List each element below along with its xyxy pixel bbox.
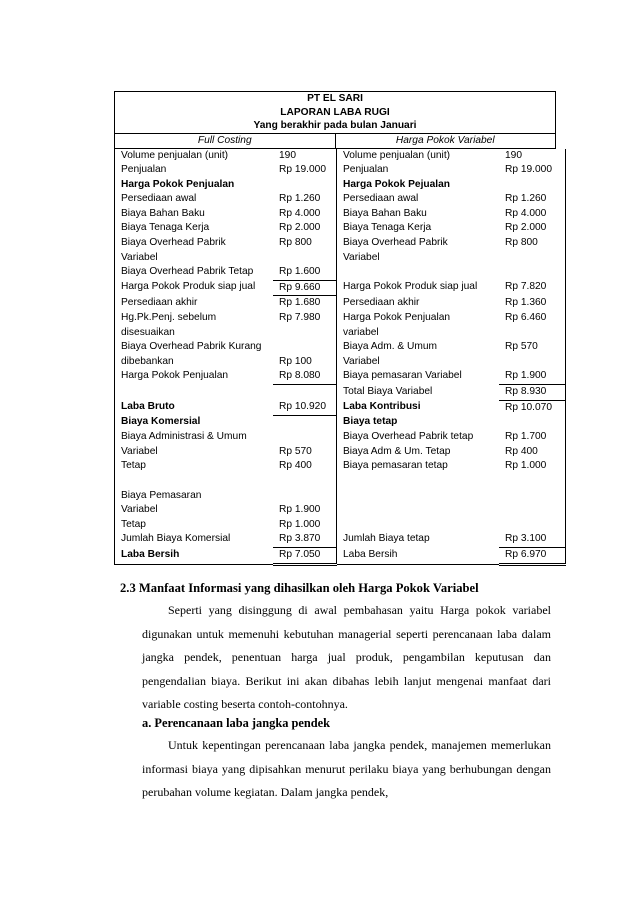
label-full: Hg.Pk.Penj. sebelum bbox=[121, 312, 217, 324]
value-variable: Rp 4.000 bbox=[505, 207, 547, 219]
column-headers bbox=[114, 133, 556, 149]
label-variable bbox=[337, 474, 500, 489]
value-full: Rp 1.600 bbox=[273, 265, 337, 280]
table-row bbox=[115, 489, 566, 504]
label-variable bbox=[337, 489, 500, 504]
label-full: Variabel bbox=[121, 504, 158, 516]
table-row bbox=[115, 415, 566, 430]
label-variable: Persediaan akhir bbox=[337, 296, 500, 311]
company-name: PT EL SARI bbox=[307, 93, 363, 104]
table-row bbox=[115, 459, 566, 474]
label-variable bbox=[337, 518, 500, 533]
label-variable: Biaya Tenaga Kerja bbox=[337, 221, 500, 236]
table-row bbox=[115, 265, 566, 280]
table-row bbox=[115, 355, 566, 370]
value-full: Rp 9.660 bbox=[273, 280, 337, 296]
value-variable: Rp 1.900 bbox=[499, 369, 566, 384]
income-table bbox=[114, 149, 566, 566]
label-full: Laba Bersih bbox=[121, 548, 180, 560]
value-full: Rp 1.000 bbox=[279, 518, 321, 530]
report-header bbox=[114, 91, 556, 133]
label-variable: Laba Bersih bbox=[337, 548, 500, 565]
label-variable: Variabel bbox=[337, 355, 500, 370]
table-row bbox=[115, 326, 566, 341]
label-variable bbox=[337, 265, 500, 280]
income-statement bbox=[114, 91, 556, 566]
label-variable: Penjualan bbox=[337, 163, 500, 178]
label-variable: Jumlah Biaya tetap bbox=[337, 532, 500, 547]
table-row bbox=[115, 207, 566, 222]
value-variable: Rp 7.820 bbox=[505, 281, 547, 293]
label-full: dibebankan bbox=[121, 355, 174, 367]
value-variable bbox=[499, 355, 566, 370]
table-row bbox=[115, 149, 566, 164]
value-variable: Rp 400 bbox=[505, 445, 538, 457]
table-row bbox=[115, 178, 566, 193]
table-row bbox=[115, 236, 566, 251]
value-variable: Rp 6.460 bbox=[505, 312, 547, 324]
value-variable: Rp 10.070 bbox=[505, 401, 553, 413]
table-row bbox=[115, 548, 566, 565]
table-row bbox=[115, 296, 566, 311]
table-row bbox=[115, 400, 566, 415]
table-row bbox=[115, 445, 566, 460]
value-variable: Rp 570 bbox=[505, 341, 538, 353]
table-row bbox=[115, 369, 566, 384]
value-variable bbox=[499, 178, 566, 193]
value-full: Rp 570 bbox=[279, 445, 312, 457]
table-row bbox=[115, 221, 566, 236]
value-full: Rp 1.680 bbox=[279, 297, 321, 309]
label-full: Biaya Bahan Baku bbox=[121, 207, 205, 219]
value-variable: 190 bbox=[505, 149, 522, 161]
value-variable: Rp 1.360 bbox=[505, 296, 547, 308]
value-full bbox=[273, 385, 337, 401]
table-row bbox=[115, 280, 566, 296]
value-full bbox=[273, 474, 337, 489]
value-full: Rp 2.000 bbox=[279, 222, 321, 234]
label-full: Persediaan awal bbox=[121, 193, 197, 205]
table-row bbox=[115, 385, 566, 401]
label-variable: variabel bbox=[337, 326, 500, 341]
value-full: Rp 3.870 bbox=[273, 532, 337, 547]
value-variable: Rp 19.000 bbox=[505, 164, 553, 176]
table-row bbox=[115, 503, 566, 518]
label-full: Harga Pokok Penjualan bbox=[121, 370, 229, 382]
value-variable bbox=[499, 503, 566, 518]
label-variable: Harga Pokok Produk siap jual bbox=[337, 280, 500, 296]
label-full: Biaya Overhead Pabrik bbox=[121, 237, 226, 249]
value-full: Rp 10.920 bbox=[273, 400, 337, 415]
value-variable bbox=[499, 474, 566, 489]
label-variable: Biaya Bahan Baku bbox=[337, 207, 500, 222]
label-variable: Persediaan awal bbox=[337, 192, 500, 207]
value-full bbox=[273, 178, 337, 193]
label-variable: Volume penjualan (unit) bbox=[337, 149, 500, 164]
section-heading: 2.3 Manfaat Informasi yang dihasilkan oleh Harga Pokok Variabel bbox=[120, 581, 479, 595]
label-variable: Harga Pokok Penjualan bbox=[337, 311, 500, 326]
table-row bbox=[115, 474, 566, 489]
label-full: Variabel bbox=[121, 445, 158, 457]
report-period: Yang berakhir pada bulan Januari bbox=[253, 120, 417, 131]
table-row bbox=[115, 340, 566, 355]
label-full: Biaya Overhead Pabrik Tetap bbox=[121, 266, 254, 278]
label-variable: Biaya Adm. & Umum bbox=[337, 340, 500, 355]
value-full bbox=[273, 415, 337, 430]
table-row bbox=[115, 430, 566, 445]
label-full: Penjualan bbox=[121, 164, 167, 176]
label-variable: Biaya Overhead Pabrik bbox=[337, 236, 500, 251]
value-variable bbox=[499, 265, 566, 280]
value-full: 190 bbox=[279, 149, 296, 161]
label-full: Harga Pokok Produk siap jual bbox=[121, 281, 256, 293]
label-full: Laba Bruto bbox=[121, 401, 175, 413]
table-row bbox=[115, 192, 566, 207]
value-full: Rp 800 bbox=[279, 237, 312, 249]
label-full: Volume penjualan (unit) bbox=[121, 149, 229, 161]
table-row bbox=[115, 163, 566, 178]
label-full: Jumlah Biaya Komersial bbox=[121, 533, 231, 545]
label-full: Variabel bbox=[121, 251, 158, 263]
label-full bbox=[115, 385, 274, 401]
value-variable bbox=[499, 518, 566, 533]
label-full bbox=[115, 474, 274, 489]
label-full: Biaya Komersial bbox=[121, 416, 201, 428]
label-full: Biaya Pemasaran bbox=[121, 489, 202, 501]
value-full: Rp 4.000 bbox=[279, 207, 321, 219]
value-variable: Rp 6.970 bbox=[499, 548, 566, 565]
label-full: Biaya Administrasi & Umum bbox=[121, 431, 247, 443]
value-variable bbox=[499, 326, 566, 341]
label-variable: Biaya pemasaran tetap bbox=[337, 459, 500, 474]
value-variable: Rp 800 bbox=[505, 237, 538, 249]
value-full bbox=[273, 340, 337, 355]
value-full: Rp 1.260 bbox=[279, 193, 321, 205]
table-row bbox=[115, 311, 566, 326]
value-full bbox=[273, 489, 337, 504]
label-variable bbox=[337, 503, 500, 518]
label-variable: Biaya Overhead Pabrik tetap bbox=[337, 430, 500, 445]
label-full: Tetap bbox=[121, 518, 146, 530]
value-variable: Rp 1.700 bbox=[505, 431, 547, 443]
table-row bbox=[115, 532, 566, 547]
label-variable: Biaya tetap bbox=[337, 415, 500, 430]
value-variable: Rp 1.000 bbox=[505, 460, 547, 472]
value-full: Rp 400 bbox=[279, 460, 312, 472]
value-full bbox=[273, 251, 337, 266]
label-variable: Variabel bbox=[337, 251, 500, 266]
value-variable: Rp 3.100 bbox=[499, 532, 566, 547]
label-full: Persediaan akhir bbox=[121, 296, 198, 308]
table-row bbox=[115, 251, 566, 266]
value-full: Rp 8.080 bbox=[273, 369, 337, 384]
value-full bbox=[273, 430, 337, 445]
table-row bbox=[115, 518, 566, 533]
label-full: Biaya Tenaga Kerja bbox=[121, 222, 210, 234]
value-variable bbox=[499, 489, 566, 504]
value-variable: Rp 8.930 bbox=[499, 385, 566, 401]
label-full: Harga Pokok Penjualan bbox=[121, 178, 235, 190]
value-variable bbox=[499, 251, 566, 266]
col-full-costing: Full Costing bbox=[197, 134, 252, 146]
label-variable: Biaya Adm & Um. Tetap bbox=[337, 445, 500, 460]
value-full: Rp 100 bbox=[279, 355, 312, 367]
section-paragraph-2: Untuk kepentingan perencanaan laba jangka pendek, manajemen memerlukan informasi biaya yang dipisahkan menurut perilaku biaya yang berhubungan dengan perubahan volume kegiatan. Dalam jangka pendek, bbox=[142, 738, 551, 799]
label-variable: Biaya pemasaran Variabel bbox=[337, 369, 500, 384]
value-full: Rp 7.050 bbox=[273, 548, 337, 565]
value-variable: Rp 1.260 bbox=[505, 193, 547, 205]
label-variable: Total Biaya Variabel bbox=[337, 385, 500, 401]
value-variable: Rp 2.000 bbox=[505, 222, 547, 234]
section-paragraph-1: Seperti yang disinggung di awal pembahasan yaitu Harga pokok variabel digunakan untuk memenuhi kebutuhan managerial seperti perencanaan laba dalam jangka pendek, penentuan harga jual produk, pengambilan keputusan dan pengendalian biaya. Berikut ini akan dibahas lebih lanjut mengenai manfaat dari variable costing beserta contoh-contohnya. bbox=[142, 603, 551, 711]
label-variable: Laba Kontribusi bbox=[337, 400, 500, 415]
subheading-a: a. Perencanaan laba jangka pendek bbox=[142, 716, 331, 730]
label-full: Tetap bbox=[121, 460, 146, 472]
label-full: Biaya Overhead Pabrik Kurang bbox=[121, 341, 262, 353]
label-variable: Harga Pokok Pejualan bbox=[337, 178, 500, 193]
value-full bbox=[273, 326, 337, 341]
report-title: LAPORAN LABA RUGI bbox=[280, 106, 390, 118]
label-full: disesuaikan bbox=[121, 326, 175, 338]
value-full: Rp 1.900 bbox=[279, 504, 321, 516]
col-variable-costing: Harga Pokok Variabel bbox=[335, 134, 556, 148]
value-variable bbox=[499, 415, 566, 430]
value-full: Rp 7.980 bbox=[279, 312, 321, 324]
value-full: Rp 19.000 bbox=[279, 164, 327, 176]
